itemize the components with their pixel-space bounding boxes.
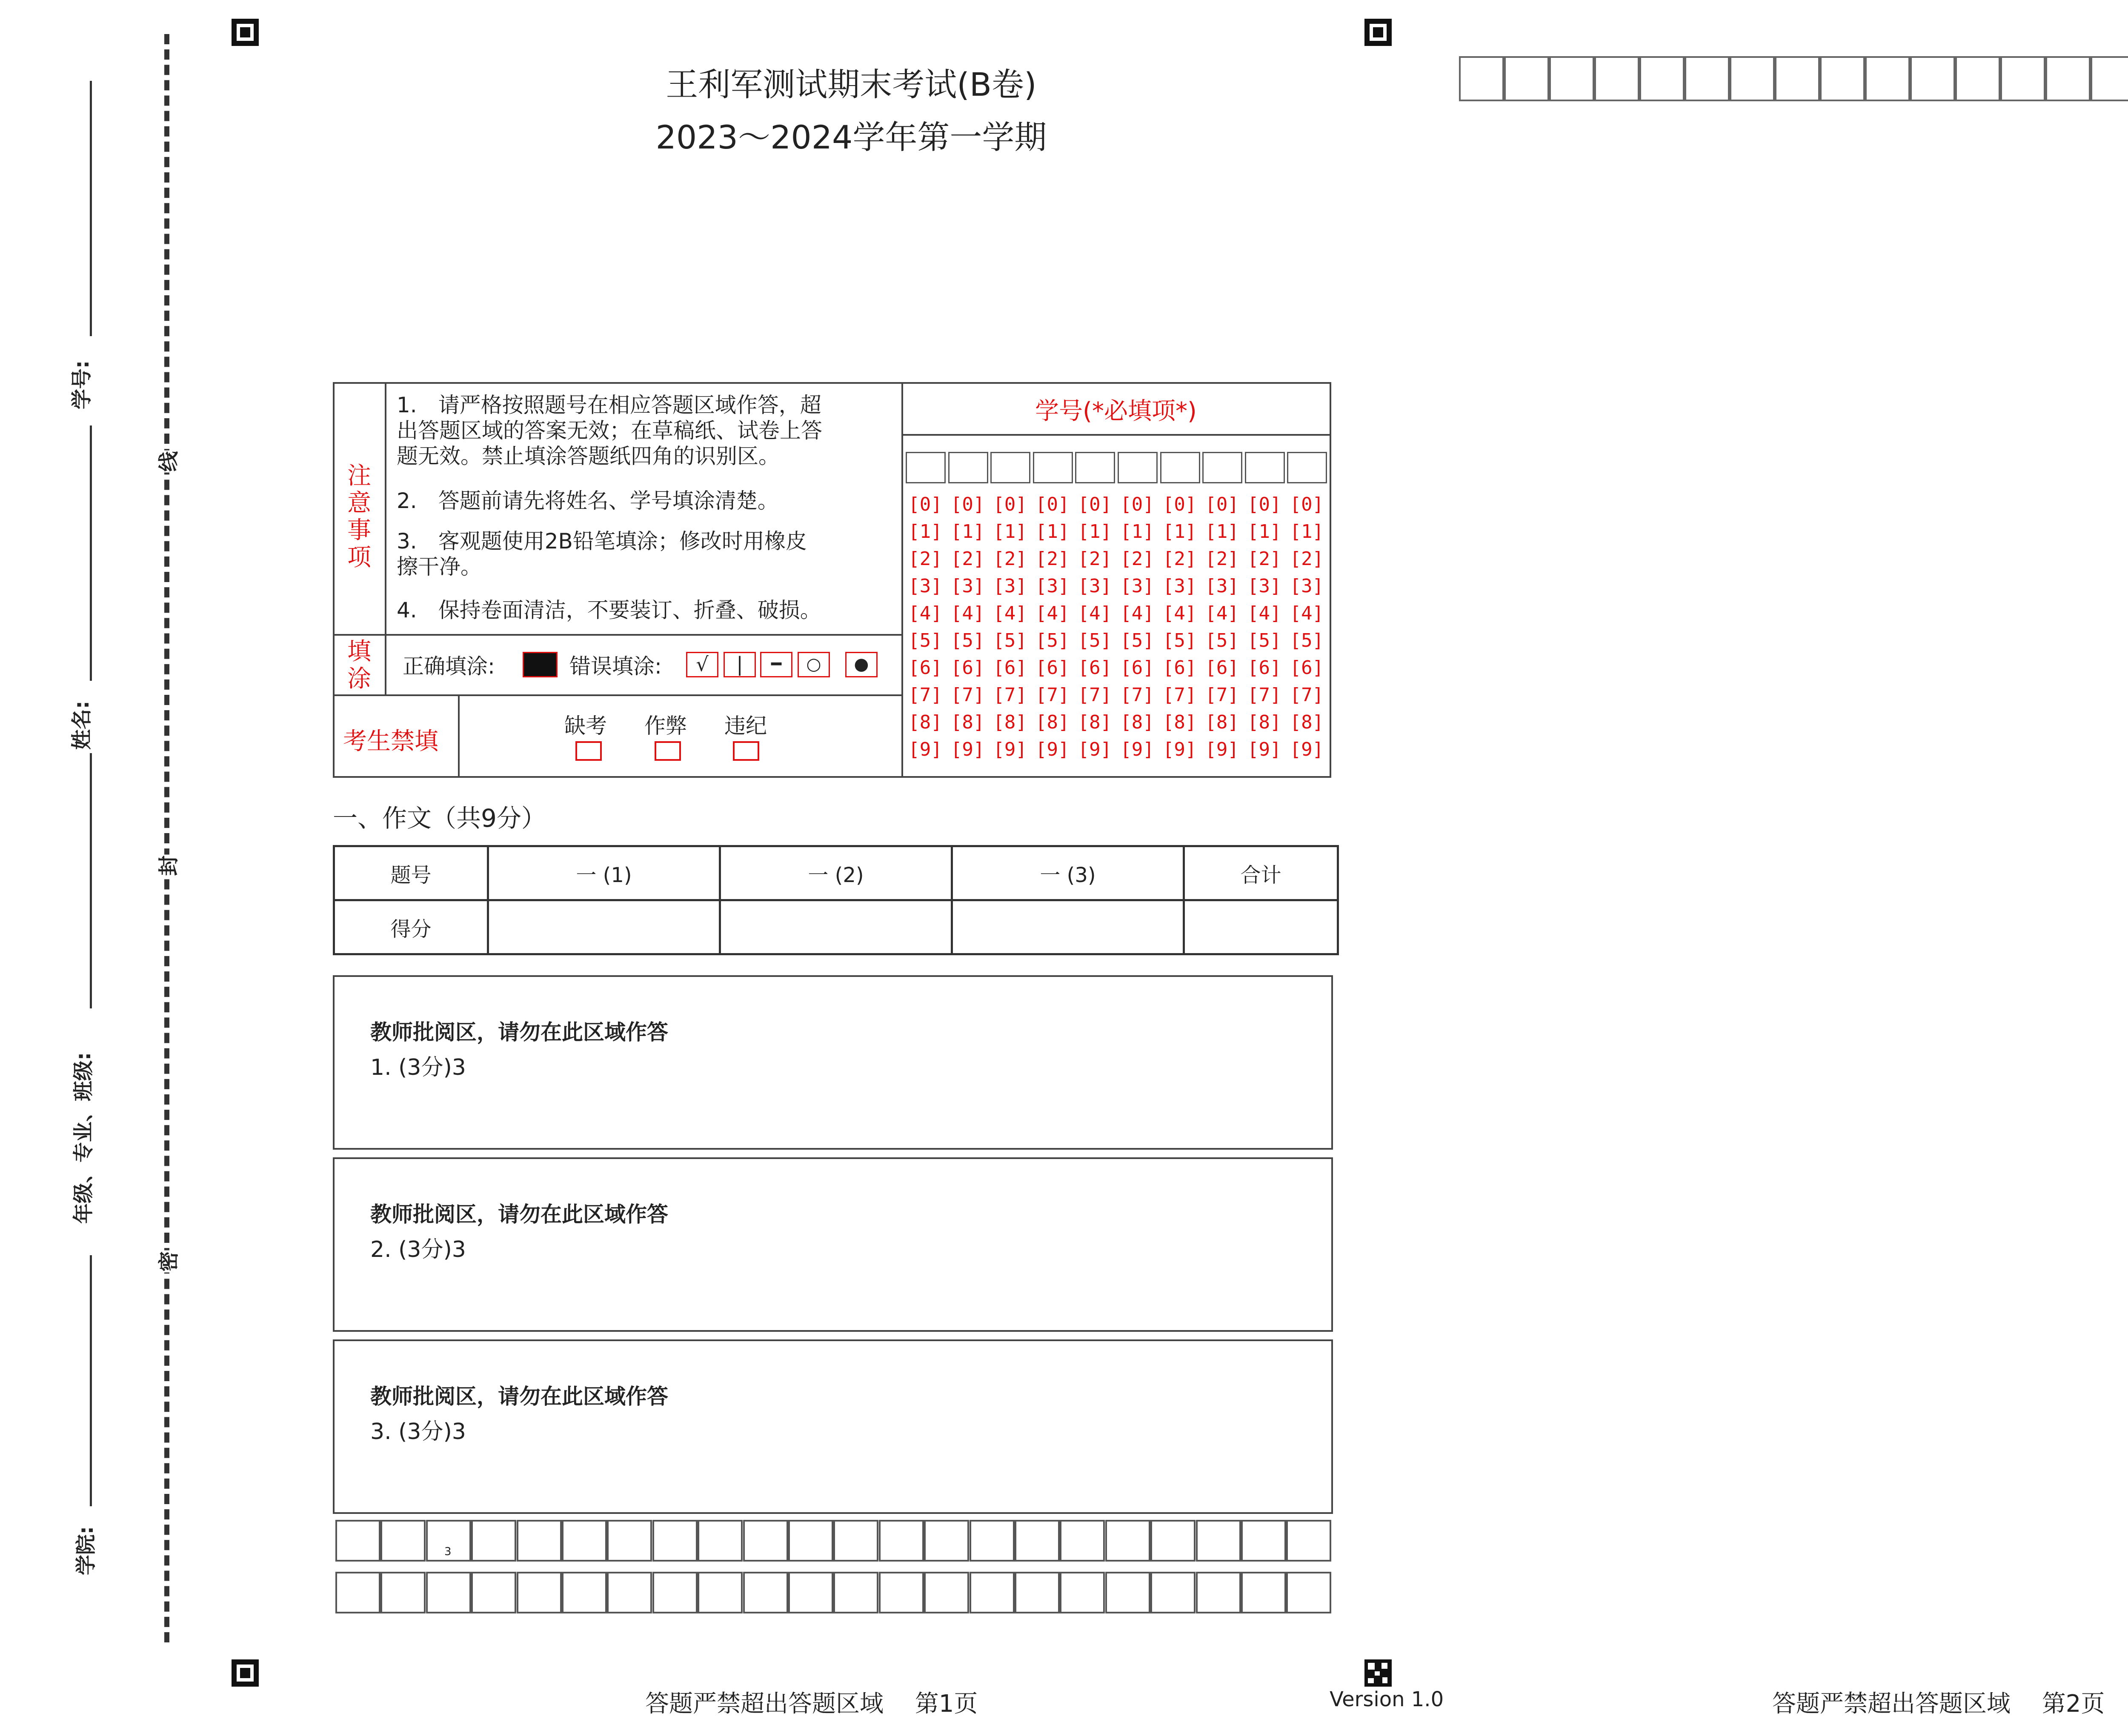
student-id-input-cell[interactable] bbox=[1287, 452, 1327, 483]
student-id-area bbox=[906, 384, 1331, 778]
notice-label: 注意事项 bbox=[347, 462, 371, 571]
score-header-cell: 题号 bbox=[334, 846, 488, 900]
score-row-label: 得分 bbox=[334, 900, 488, 954]
writing-grid-cell[interactable] bbox=[833, 1520, 878, 1562]
student-id-bubble[interactable]: [3] bbox=[1205, 575, 1239, 597]
student-id-bubble[interactable]: [1] bbox=[993, 521, 1027, 542]
wrong-example-bar: | bbox=[724, 652, 756, 677]
wrong-example-dot: ● bbox=[845, 652, 878, 677]
student-id-bubble[interactable]: [5] bbox=[1205, 630, 1239, 651]
student-id-bubble[interactable]: [7] bbox=[1247, 684, 1281, 706]
student-id-bubble[interactable]: [2] bbox=[1247, 548, 1281, 570]
score-header-cell: 一 (1) bbox=[488, 846, 720, 900]
seal-secret-char: 密 bbox=[152, 1251, 182, 1273]
writing-grid-cell[interactable] bbox=[380, 1520, 426, 1562]
writing-grid-cell[interactable] bbox=[879, 1572, 924, 1613]
student-id-bubble[interactable]: [9] bbox=[1035, 739, 1070, 760]
table-row bbox=[334, 846, 1338, 900]
id-box[interactable] bbox=[1910, 56, 1955, 101]
writing-grid-cell[interactable] bbox=[471, 1572, 516, 1613]
student-id-bubble[interactable]: [0] bbox=[1120, 494, 1154, 515]
student-id-bubble[interactable]: [0] bbox=[1035, 494, 1070, 515]
id-box[interactable] bbox=[1459, 56, 1504, 101]
name-line bbox=[90, 425, 92, 681]
student-id-bubble[interactable]: [3] bbox=[908, 575, 942, 597]
student-id-bubble[interactable]: [8] bbox=[1120, 711, 1154, 733]
student-id-bubble[interactable]: [9] bbox=[1162, 739, 1197, 760]
student-id-bubble[interactable]: [9] bbox=[1247, 739, 1281, 760]
student-id-bubble[interactable]: [8] bbox=[1247, 711, 1281, 733]
writing-grid-cell[interactable] bbox=[652, 1572, 698, 1613]
writing-grid-cell[interactable] bbox=[607, 1572, 652, 1613]
writing-grid-cell[interactable] bbox=[743, 1572, 788, 1613]
student-id-bubble[interactable]: [5] bbox=[1120, 630, 1154, 651]
student-id-bubble[interactable]: [5] bbox=[1290, 630, 1324, 651]
student-id-bubble[interactable]: [4] bbox=[908, 602, 942, 624]
score-cell[interactable] bbox=[720, 900, 952, 954]
student-id-bubble[interactable]: [0] bbox=[993, 494, 1027, 515]
student-id-bubble[interactable]: [4] bbox=[1035, 602, 1070, 624]
student-no-label: 学号: bbox=[70, 360, 94, 410]
writing-grid-cell[interactable] bbox=[743, 1520, 788, 1562]
wrong-example-dash: ━ bbox=[760, 652, 792, 677]
student-id-bubble[interactable]: [8] bbox=[993, 711, 1027, 733]
student-id-input-cell[interactable] bbox=[1118, 452, 1158, 483]
student-id-input-cell[interactable] bbox=[1202, 452, 1242, 483]
student-id-bubble[interactable]: [6] bbox=[993, 657, 1027, 679]
answer-box-1[interactable] bbox=[333, 975, 1333, 1150]
class-label: 年级、专业、班级: bbox=[72, 1052, 96, 1224]
fill-wrong-label: 错误填涂: bbox=[569, 654, 662, 679]
table-row bbox=[334, 900, 1338, 954]
student-id-bubble[interactable]: [6] bbox=[950, 657, 985, 679]
student-id-bubble[interactable]: [3] bbox=[950, 575, 985, 597]
id-box[interactable] bbox=[1549, 56, 1594, 101]
writing-grid-cell[interactable] bbox=[335, 1520, 380, 1562]
student-id-bubble[interactable]: [8] bbox=[1205, 711, 1239, 733]
student-id-bubble[interactable]: [4] bbox=[1290, 602, 1324, 624]
student-id-bubble[interactable]: [0] bbox=[1162, 494, 1197, 515]
student-id-bubble[interactable]: [8] bbox=[1162, 711, 1197, 733]
student-id-bubble[interactable]: [7] bbox=[1078, 684, 1112, 706]
student-id-bubble[interactable]: [6] bbox=[1120, 657, 1154, 679]
student-id-bubble[interactable]: [6] bbox=[1162, 657, 1197, 679]
student-id-bubble[interactable]: [0] bbox=[950, 494, 985, 515]
answer-box-question: 1. (3分)3 bbox=[370, 1055, 466, 1080]
panel-divider bbox=[335, 634, 901, 636]
score-table bbox=[333, 845, 1339, 955]
student-id-bubble[interactable]: [4] bbox=[1247, 602, 1281, 624]
writing-grid-cell[interactable] bbox=[1196, 1520, 1241, 1562]
student-id-bubble[interactable]: [1] bbox=[1290, 521, 1324, 542]
forbidden-cheat-checkbox[interactable] bbox=[655, 741, 681, 761]
student-id-bubble[interactable]: [7] bbox=[1162, 684, 1197, 706]
student-id-bubble[interactable]: [0] bbox=[1078, 494, 1112, 515]
student-id-bubble[interactable]: [9] bbox=[908, 739, 942, 760]
writing-grid-cell[interactable] bbox=[1105, 1520, 1150, 1562]
student-id-bubble[interactable]: [1] bbox=[1247, 521, 1281, 542]
student-no-line bbox=[90, 81, 92, 336]
student-id-bubble[interactable]: [4] bbox=[1205, 602, 1239, 624]
answer-box-header: 教师批阅区，请勿在此区域作答 bbox=[370, 1020, 668, 1045]
student-id-bubble[interactable]: [8] bbox=[950, 711, 985, 733]
student-id-bubble[interactable]: [0] bbox=[1247, 494, 1281, 515]
footer-page1: 答题严禁超出答题区域 第1页 bbox=[645, 1690, 978, 1718]
writing-grid-cell[interactable] bbox=[1060, 1572, 1105, 1613]
score-header-cell: 合计 bbox=[1184, 846, 1338, 900]
id-box[interactable] bbox=[1594, 56, 1639, 101]
student-id-bubble[interactable]: [2] bbox=[1035, 548, 1070, 570]
student-id-bubble[interactable]: [1] bbox=[1162, 521, 1197, 542]
writing-grid-cell[interactable] bbox=[562, 1572, 607, 1613]
student-id-bubble[interactable]: [1] bbox=[1035, 521, 1070, 542]
wrong-example-check: √ bbox=[686, 652, 718, 677]
corner-mark-top-middle bbox=[1364, 19, 1392, 46]
writing-grid-cell[interactable] bbox=[652, 1520, 698, 1562]
writing-grid-cell[interactable] bbox=[562, 1520, 607, 1562]
student-id-bubble[interactable]: [8] bbox=[908, 711, 942, 733]
student-id-bubble[interactable]: [1] bbox=[1205, 521, 1239, 542]
footer-version: Version 1.0 bbox=[1330, 1687, 1444, 1711]
panel-divider bbox=[901, 384, 903, 778]
id-box[interactable] bbox=[1820, 56, 1865, 101]
id-box[interactable] bbox=[2091, 56, 2128, 101]
binding-dashed-line bbox=[164, 34, 169, 1642]
panel-divider bbox=[458, 694, 460, 778]
student-id-bubble[interactable]: [0] bbox=[908, 494, 942, 515]
college-label: 学院: bbox=[74, 1526, 98, 1576]
forbidden-label: 考生禁填 bbox=[343, 728, 438, 755]
writing-grid-cell[interactable] bbox=[1241, 1520, 1286, 1562]
page-subtitle: 2023～2024学年第一学期 bbox=[655, 118, 1047, 156]
writing-grid-cell[interactable] bbox=[970, 1520, 1015, 1562]
id-box[interactable] bbox=[1685, 56, 1730, 101]
student-id-input-cell[interactable] bbox=[948, 452, 988, 483]
wrong-example-circle: ○ bbox=[798, 652, 830, 677]
writing-grid-cell[interactable] bbox=[1015, 1572, 1060, 1613]
student-id-bubble[interactable]: [4] bbox=[950, 602, 985, 624]
writing-grid-cell[interactable] bbox=[607, 1520, 652, 1562]
student-id-bubble[interactable]: [1] bbox=[1120, 521, 1154, 542]
student-id-bubble[interactable]: [5] bbox=[993, 630, 1027, 651]
student-id-bubble[interactable]: [9] bbox=[950, 739, 985, 760]
panel-divider bbox=[335, 694, 901, 696]
writing-grid-row-1 bbox=[335, 1520, 1333, 1562]
id-box[interactable] bbox=[1865, 56, 1910, 101]
name-label: 姓名: bbox=[70, 700, 94, 750]
writing-grid-cell[interactable] bbox=[517, 1572, 562, 1613]
student-id-bubble[interactable]: [6] bbox=[908, 657, 942, 679]
writing-grid-cell[interactable] bbox=[1241, 1572, 1286, 1613]
id-box[interactable] bbox=[1775, 56, 1820, 101]
student-id-bubble[interactable]: [6] bbox=[1290, 657, 1324, 679]
answer-box-question: 3. (3分)3 bbox=[370, 1419, 466, 1445]
student-id-bubble[interactable]: [5] bbox=[1247, 630, 1281, 651]
writing-grid-cell[interactable] bbox=[335, 1572, 380, 1613]
student-id-bubble[interactable]: [2] bbox=[1078, 548, 1112, 570]
id-box[interactable] bbox=[1639, 56, 1685, 101]
writing-grid-cell[interactable] bbox=[879, 1520, 924, 1562]
student-id-input-cell[interactable] bbox=[990, 452, 1030, 483]
student-id-bubble[interactable]: [3] bbox=[993, 575, 1027, 597]
student-id-bubble[interactable]: [7] bbox=[1120, 684, 1154, 706]
seal-line-char: 线 bbox=[152, 451, 182, 473]
notice-item-2: 2. 答题前请先将姓名、学号填涂清楚。 bbox=[397, 488, 779, 513]
student-id-bubble[interactable]: [2] bbox=[950, 548, 985, 570]
student-id-bubble[interactable]: [6] bbox=[1035, 657, 1070, 679]
student-id-bubble[interactable]: [0] bbox=[1205, 494, 1239, 515]
info-panel bbox=[333, 382, 1331, 778]
writing-grid-cell[interactable] bbox=[698, 1520, 743, 1562]
id-box[interactable] bbox=[1730, 56, 1775, 101]
writing-grid-cell[interactable] bbox=[1150, 1520, 1196, 1562]
student-id-bubble[interactable]: [9] bbox=[1290, 739, 1324, 760]
student-id-bubble[interactable]: [4] bbox=[1078, 602, 1112, 624]
score-cell[interactable] bbox=[952, 900, 1184, 954]
notice-item-1: 1. 请严格按照题号在相应答题区域作答，超出答题区域的答案无效；在草稿纸、试卷上答题无效。禁止填涂答题纸四角的识别区。 bbox=[397, 393, 822, 468]
score-cell[interactable] bbox=[1184, 900, 1338, 954]
writing-grid-cell[interactable] bbox=[517, 1520, 562, 1562]
writing-grid-cell[interactable] bbox=[924, 1520, 969, 1562]
fill-correct-label: 正确填涂: bbox=[403, 654, 495, 679]
writing-grid-cell[interactable] bbox=[698, 1572, 743, 1613]
writing-grid-cell[interactable] bbox=[426, 1572, 471, 1613]
forbidden-absent-label: 缺考 bbox=[564, 714, 607, 738]
student-id-bubble[interactable]: [7] bbox=[1290, 684, 1324, 706]
forbidden-absent-checkbox[interactable] bbox=[575, 741, 602, 761]
answer-box-question: 2. (3分)3 bbox=[370, 1237, 466, 1262]
writing-grid-cell[interactable] bbox=[1286, 1520, 1331, 1562]
answer-box-header: 教师批阅区，请勿在此区域作答 bbox=[370, 1202, 668, 1227]
student-id-bubble[interactable]: [2] bbox=[908, 548, 942, 570]
writing-grid-cell[interactable] bbox=[1150, 1572, 1196, 1613]
student-id-bubble[interactable]: [3] bbox=[1078, 575, 1112, 597]
student-id-title: 学号(*必填项*) bbox=[1035, 397, 1197, 425]
college-line bbox=[90, 1255, 92, 1506]
student-id-bubble[interactable]: [5] bbox=[1035, 630, 1070, 651]
answer-box-2[interactable] bbox=[333, 1157, 1333, 1332]
student-id-bubble[interactable]: [3] bbox=[1120, 575, 1154, 597]
student-id-bubble[interactable]: [2] bbox=[993, 548, 1027, 570]
student-id-bubble[interactable]: [9] bbox=[993, 739, 1027, 760]
student-id-input-cell[interactable] bbox=[1245, 452, 1285, 483]
student-id-bubble[interactable]: [4] bbox=[993, 602, 1027, 624]
student-id-bubble[interactable]: [9] bbox=[1078, 739, 1112, 760]
corner-mark-top-left bbox=[232, 19, 259, 46]
fill-label: 填涂 bbox=[347, 638, 371, 693]
student-id-bubble[interactable]: [3] bbox=[1247, 575, 1281, 597]
forbidden-cheat-label: 作弊 bbox=[644, 714, 687, 738]
writing-grid-cell[interactable] bbox=[970, 1572, 1015, 1613]
score-header-cell: 一 (2) bbox=[720, 846, 952, 900]
student-id-bubble[interactable]: [1] bbox=[908, 521, 942, 542]
answer-box-header: 教师批阅区，请勿在此区域作答 bbox=[370, 1384, 668, 1409]
id-box[interactable] bbox=[1955, 56, 2000, 101]
answer-box-3[interactable] bbox=[333, 1339, 1333, 1514]
student-id-bubble[interactable]: [2] bbox=[1120, 548, 1154, 570]
writing-grid-cell[interactable] bbox=[788, 1572, 833, 1613]
student-id-bubble[interactable]: [7] bbox=[993, 684, 1027, 706]
writing-grid-cell[interactable] bbox=[788, 1520, 833, 1562]
student-id-bubble[interactable]: [4] bbox=[1162, 602, 1197, 624]
student-id-bubble[interactable]: [7] bbox=[1205, 684, 1239, 706]
student-id-bubble[interactable]: [7] bbox=[950, 684, 985, 706]
student-id-bubble[interactable]: [3] bbox=[1290, 575, 1324, 597]
student-id-bubble[interactable]: [5] bbox=[908, 630, 942, 651]
writing-grid-cell[interactable] bbox=[924, 1572, 969, 1613]
notice-item-4: 4. 保持卷面清洁，不要装订、折叠、破损。 bbox=[397, 598, 821, 622]
student-id-bubble[interactable]: [8] bbox=[1290, 711, 1324, 733]
id-box[interactable] bbox=[2000, 56, 2045, 101]
student-id-bubble[interactable]: [5] bbox=[950, 630, 985, 651]
student-id-bubble[interactable]: [5] bbox=[1162, 630, 1197, 651]
fill-correct-example bbox=[523, 652, 558, 677]
student-id-bubble[interactable]: [6] bbox=[1247, 657, 1281, 679]
score-header-cell: 一 (3) bbox=[952, 846, 1184, 900]
student-id-input-cell[interactable] bbox=[1160, 452, 1200, 483]
student-id-input-cell[interactable] bbox=[906, 452, 946, 483]
score-cell[interactable] bbox=[488, 900, 720, 954]
notice-item-3: 3. 客观题使用2B铅笔填涂；修改时用橡皮擦干净。 bbox=[397, 529, 807, 579]
student-id-bubble[interactable]: [7] bbox=[908, 684, 942, 706]
forbidden-violation-label: 违纪 bbox=[724, 714, 767, 738]
student-id-bubble[interactable]: [2] bbox=[1205, 548, 1239, 570]
qr-code-icon bbox=[1364, 1659, 1392, 1687]
id-box[interactable] bbox=[1504, 56, 1549, 101]
page-title: 王利军测试期末考试(B卷) bbox=[666, 66, 1037, 103]
class-line bbox=[90, 753, 92, 1008]
student-id-input-cell[interactable] bbox=[1075, 452, 1115, 483]
grid-marker: 3 bbox=[444, 1545, 452, 1558]
student-id-bubble[interactable]: [4] bbox=[1120, 602, 1154, 624]
student-id-bubble[interactable]: [2] bbox=[1290, 548, 1324, 570]
student-id-bubble[interactable]: [6] bbox=[1078, 657, 1112, 679]
section-title: 一、作文（共9分） bbox=[333, 804, 546, 833]
id-box[interactable] bbox=[2045, 56, 2091, 101]
writing-grid-cell[interactable] bbox=[833, 1572, 878, 1613]
writing-grid-cell[interactable] bbox=[1105, 1572, 1150, 1613]
writing-grid-row-2 bbox=[335, 1572, 1333, 1613]
student-id-bubble[interactable]: [0] bbox=[1290, 494, 1324, 515]
writing-grid-cell[interactable] bbox=[1286, 1572, 1331, 1613]
writing-grid-cell[interactable] bbox=[1060, 1520, 1105, 1562]
corner-mark-bottom-left bbox=[232, 1659, 259, 1687]
student-id-bubble[interactable]: [6] bbox=[1205, 657, 1239, 679]
student-id-bubble[interactable]: [8] bbox=[1078, 711, 1112, 733]
student-id-bubble[interactable]: [9] bbox=[1120, 739, 1154, 760]
seal-seal-char: 封 bbox=[152, 855, 182, 877]
student-id-bubble[interactable]: [7] bbox=[1035, 684, 1070, 706]
panel-divider bbox=[385, 384, 386, 694]
student-id-bubble[interactable]: [1] bbox=[950, 521, 985, 542]
writing-grid-cell[interactable] bbox=[380, 1572, 426, 1613]
student-id-bubble[interactable]: [9] bbox=[1205, 739, 1239, 760]
student-id-bubble[interactable]: [3] bbox=[1162, 575, 1197, 597]
writing-grid-cell[interactable] bbox=[1015, 1520, 1060, 1562]
forbidden-violation-checkbox[interactable] bbox=[733, 741, 759, 761]
writing-grid-cell[interactable] bbox=[471, 1520, 516, 1562]
student-id-bubble[interactable]: [3] bbox=[1035, 575, 1070, 597]
student-id-bubble[interactable]: [5] bbox=[1078, 630, 1112, 651]
writing-grid-cell[interactable] bbox=[1196, 1572, 1241, 1613]
footer-page2: 答题严禁超出答题区域 第2页 bbox=[1772, 1690, 2105, 1718]
student-id-bubble[interactable]: [8] bbox=[1035, 711, 1070, 733]
student-id-input-cell[interactable] bbox=[1033, 452, 1073, 483]
student-id-bubble[interactable]: [1] bbox=[1078, 521, 1112, 542]
student-id-bubble[interactable]: [2] bbox=[1162, 548, 1197, 570]
